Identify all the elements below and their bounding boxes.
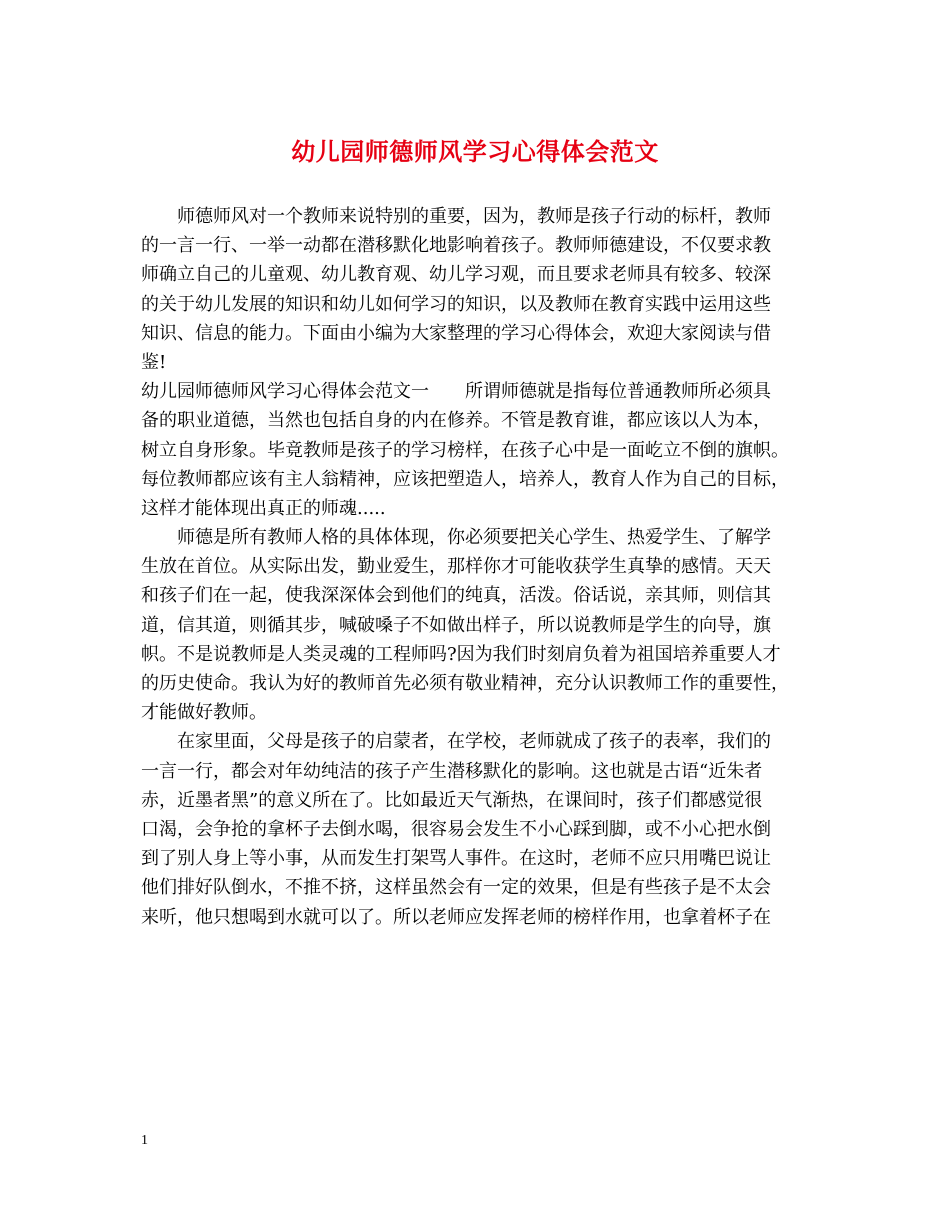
text-line: 鉴!	[141, 351, 167, 373]
text-line: 备的职业道德，当然也包括自身的内在修养。不管是教育谁，都应该以人为本，	[141, 410, 771, 432]
text-line: 的历史使命。我认为好的教师首先必须有敬业精神，充分认识教师工作的重要性，	[141, 673, 789, 694]
text-line: 每位教师都应该有主人翁精神，应该把塑造人，培养人，教育人作为自己的目标，	[141, 468, 789, 490]
text-line: 生放在首位。从实际出发，勤业爱生，那样你才可能收获学生真挚的感情。天天	[141, 556, 771, 578]
document-body	[141, 202, 831, 932]
text-line: 帜。不是说教师是人类灵魂的工程师吗?因为我们时刻肩负着为祖国培养重要人才	[141, 643, 781, 665]
text-line: 才能做好教师。	[141, 702, 267, 724]
text-line: 赤，近墨者黑”的意义所在了。比如最近天气渐热，在课间时，孩子们都感觉很	[141, 789, 763, 811]
text-line: 的关于幼儿发展的知识和幼儿如何学习的知识，以及教师在教育实践中运用这些	[141, 293, 771, 315]
text-line: 到了别人身上等小事，从而发生打架骂人事件。在这时，老师不应只用嘴巴说让	[141, 848, 771, 870]
text-line: 道，信其道，则循其步，喊破嗓子不如做出样子，所以说教师是学生的向导，旗	[141, 614, 771, 636]
text-line: 师德是所有教师人格的具体体现，你必须要把关心学生、热爱学生、了解学	[177, 527, 771, 549]
text-line: 树立自身形象。毕竟教师是孩子的学习榜样，在孩子心中是一面屹立不倒的旗帜。	[141, 439, 789, 461]
text-line: 口渴，会争抢的拿杯子去倒水喝，很容易会发生不小心踩到脚，或不小心把水倒	[141, 818, 771, 840]
text-line: 在家里面，父母是孩子的启蒙者，在学校，老师就成了孩子的表率，我们的	[177, 731, 771, 753]
text-line: 师德师风对一个教师来说特别的重要，因为，教师是孩子行动的标杆，教师	[177, 206, 771, 227]
text-line: 知识、信息的能力。下面由小编为大家整理的学习心得体会，欢迎大家阅读与借	[141, 322, 771, 344]
page-number: 1	[141, 1133, 148, 1148]
text-line: 师确立自己的儿童观、幼儿教育观、幼儿学习观，而且要求老师具有较多、较深	[141, 264, 771, 286]
text-line: 一言一行，都会对年幼纯洁的孩子产生潜移默化的影响。这也就是古语“近朱者	[141, 760, 763, 782]
text-line: 这样才能体现出真正的师魂.....	[141, 497, 386, 519]
text-line: 和孩子们在一起，使我深深体会到他们的纯真，活泼。俗话说，亲其师，则信其	[141, 585, 771, 607]
text-line: 的一言一行、一举一动都在潜移默化地影响着孩子。教师师德建设，不仅要求教	[141, 235, 771, 257]
document-title: 幼儿园师德师风学习心得体会范文	[291, 137, 659, 166]
text-line: 他们排好队倒水，不推不挤，这样虽然会有一定的效果，但是有些孩子是不太会	[141, 877, 771, 899]
text-line: 来听，他只想喝到水就可以了。所以老师应发挥老师的榜样作用，也拿着杯子在	[141, 906, 771, 928]
text-line: 幼儿园师德师风学习心得体会范文一 所谓师德就是指每位普通教师所必须具	[141, 381, 771, 403]
